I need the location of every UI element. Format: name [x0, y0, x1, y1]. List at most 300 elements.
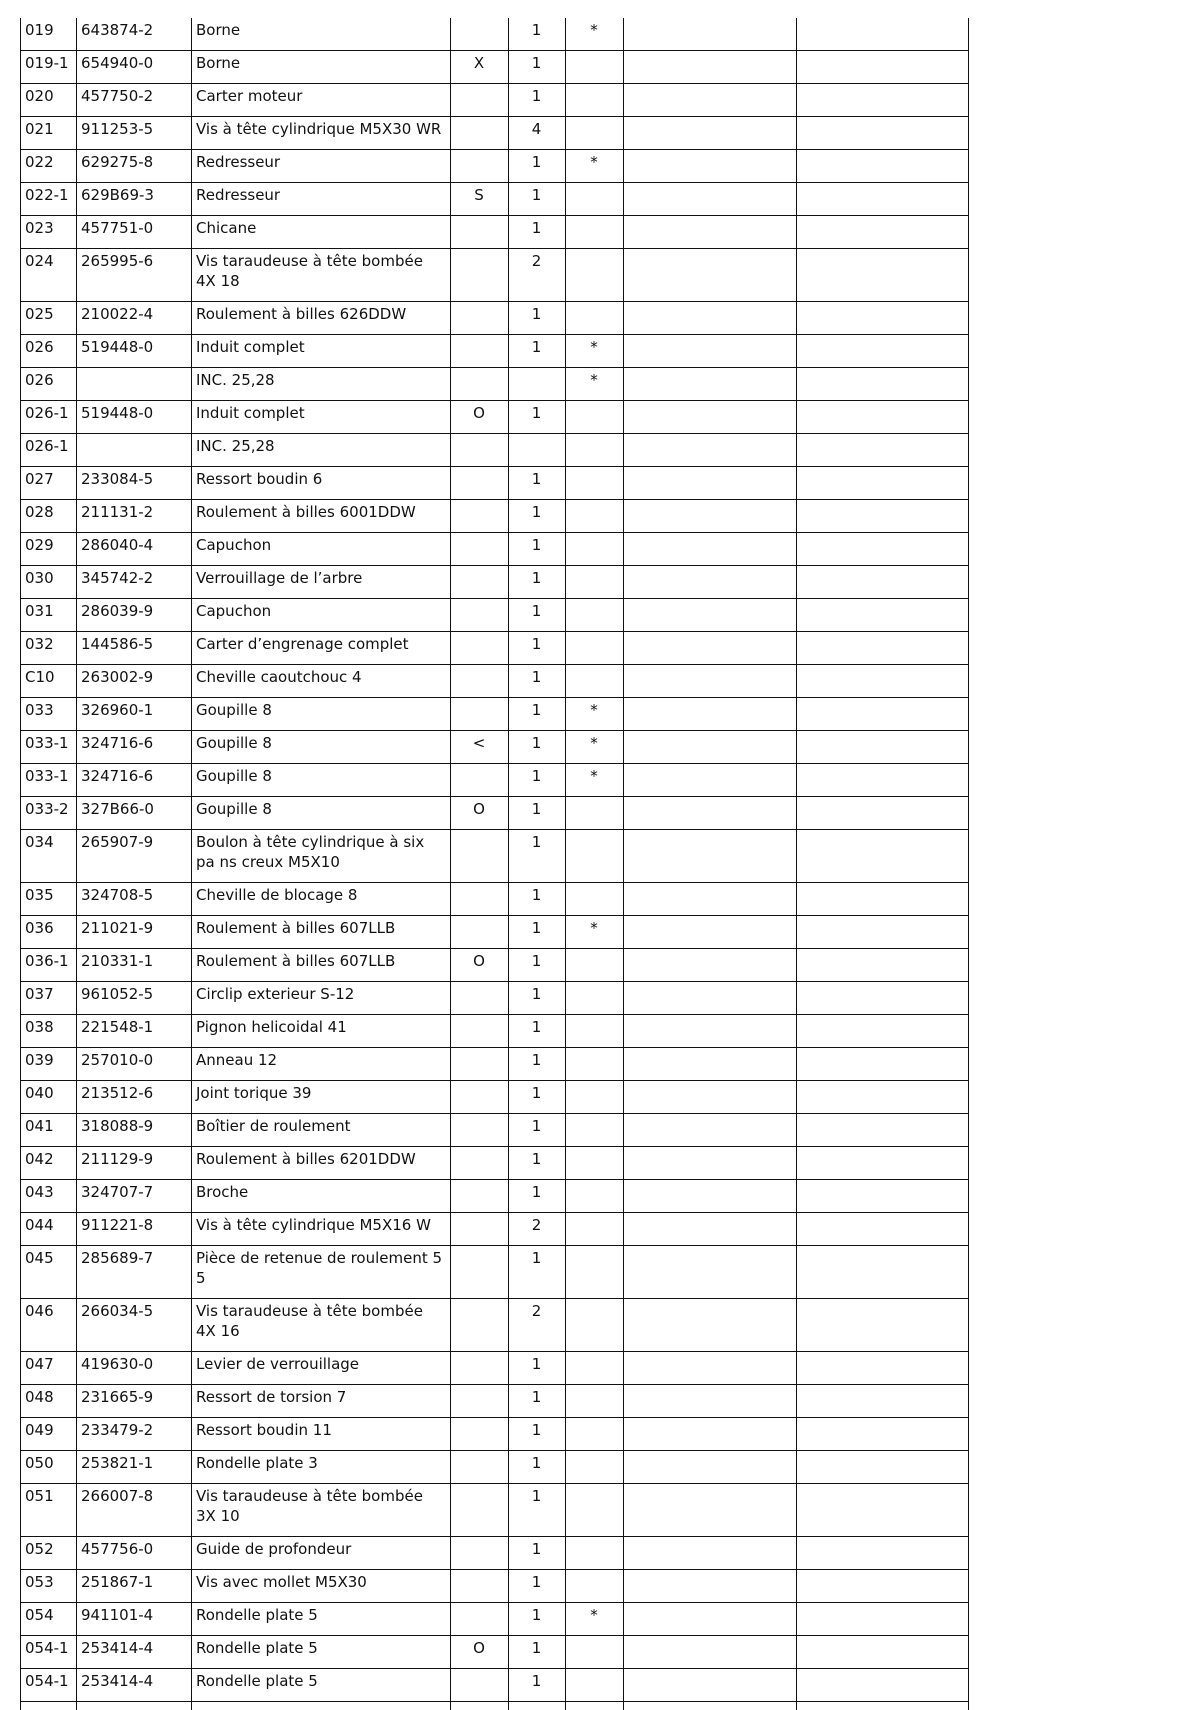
item-number-cell: 023: [21, 216, 77, 249]
quantity-cell: 1: [509, 566, 566, 599]
quantity-cell: 1: [509, 632, 566, 665]
table-row: [21, 434, 969, 467]
empty-column-cell: [797, 183, 969, 216]
part-number-cell: 519448-0: [77, 335, 192, 368]
variant-mark-cell: [451, 599, 509, 632]
variant-mark-cell: O: [451, 401, 509, 434]
variant-mark-cell: [451, 1299, 509, 1352]
item-number-cell: 026-1: [21, 401, 77, 434]
note-marker-cell: *: [566, 335, 624, 368]
table-row: [21, 1015, 969, 1048]
note-marker-cell: *: [566, 916, 624, 949]
variant-mark-cell: [451, 467, 509, 500]
item-number-cell: 054-1: [21, 1636, 77, 1669]
description-cell: INC. 25,28: [192, 368, 451, 401]
table-row: [21, 1484, 969, 1537]
item-number-cell: 042: [21, 1147, 77, 1180]
description-cell: Rondelle plate 5: [192, 1603, 451, 1636]
note-marker-cell: [566, 401, 624, 434]
empty-column-cell: [797, 500, 969, 533]
empty-column-cell: [797, 150, 969, 183]
quantity-cell: 1: [509, 467, 566, 500]
part-number-cell: 324716-6: [77, 764, 192, 797]
quantity-cell: 1: [509, 150, 566, 183]
empty-column-cell: [797, 1081, 969, 1114]
variant-mark-cell: [451, 249, 509, 302]
table-row: [21, 1570, 969, 1603]
table-row: [21, 51, 969, 84]
part-number-cell: 233479-2: [77, 1418, 192, 1451]
item-number-cell: 029: [21, 533, 77, 566]
part-number-cell: 253414-4: [77, 1636, 192, 1669]
variant-mark-cell: [451, 1081, 509, 1114]
note-marker-cell: [566, 1669, 624, 1702]
note-marker-cell: [566, 1246, 624, 1299]
table-row: [21, 84, 969, 117]
quantity-cell: 1: [509, 216, 566, 249]
table-row: [21, 1537, 969, 1570]
part-number-cell: 213512-6: [77, 1081, 192, 1114]
variant-mark-cell: [451, 982, 509, 1015]
description-cell: Goupille 8: [192, 698, 451, 731]
empty-column-cell: [797, 18, 969, 51]
empty-column-cell: [797, 698, 969, 731]
empty-column-cell: [624, 949, 797, 982]
item-number-cell: 022: [21, 150, 77, 183]
table-row: [21, 216, 969, 249]
empty-column-cell: [624, 500, 797, 533]
note-marker-cell: [566, 665, 624, 698]
empty-column-cell: [624, 51, 797, 84]
part-number-cell: 318088-9: [77, 1114, 192, 1147]
variant-mark-cell: [451, 1418, 509, 1451]
part-number-cell: [77, 434, 192, 467]
note-marker-cell: [566, 566, 624, 599]
quantity-cell: 1: [509, 916, 566, 949]
note-marker-cell: [566, 1418, 624, 1451]
empty-column-cell: [624, 1537, 797, 1570]
description-cell: Capuchon: [192, 599, 451, 632]
empty-column-cell: [624, 249, 797, 302]
item-number-cell: 034: [21, 830, 77, 883]
item-number-cell: 047: [21, 1352, 77, 1385]
description-cell: Ressort boudin 11: [192, 1418, 451, 1451]
note-marker-cell: [566, 1147, 624, 1180]
note-marker-cell: [566, 117, 624, 150]
item-number-cell: 028: [21, 500, 77, 533]
note-marker-cell: [566, 1114, 624, 1147]
note-marker-cell: [566, 1570, 624, 1603]
variant-mark-cell: [451, 1352, 509, 1385]
quantity-cell: [509, 434, 566, 467]
note-marker-cell: [566, 1299, 624, 1352]
note-marker-cell: *: [566, 368, 624, 401]
note-marker-cell: [566, 84, 624, 117]
quantity-cell: 1: [509, 665, 566, 698]
item-number-cell: 037: [21, 982, 77, 1015]
variant-mark-cell: [451, 1114, 509, 1147]
empty-column-cell: [624, 566, 797, 599]
variant-mark-cell: [451, 566, 509, 599]
item-number-cell: 027: [21, 467, 77, 500]
empty-column-cell: [797, 1385, 969, 1418]
empty-column-cell: [624, 883, 797, 916]
note-marker-cell: [566, 1048, 624, 1081]
description-cell: Circlip exterieur S-12: [192, 982, 451, 1015]
part-number-cell: 286040-4: [77, 533, 192, 566]
quantity-cell: 1: [509, 183, 566, 216]
part-number-cell: 251867-1: [77, 1570, 192, 1603]
quantity-cell: [509, 368, 566, 401]
part-number-cell: 263002-9: [77, 665, 192, 698]
empty-column-cell: [624, 698, 797, 731]
part-number-cell: 265907-9: [77, 830, 192, 883]
note-marker-cell: [566, 533, 624, 566]
empty-column-cell: [624, 1213, 797, 1246]
note-marker-cell: [566, 1015, 624, 1048]
item-number-cell: 035: [21, 883, 77, 916]
description-cell: Vis à tête cylindrique M5X30 WR: [192, 117, 451, 150]
variant-mark-cell: S: [451, 183, 509, 216]
variant-mark-cell: [451, 830, 509, 883]
part-number-cell: 654940-0: [77, 51, 192, 84]
quantity-cell: 1: [509, 1669, 566, 1702]
item-number-cell: 036: [21, 916, 77, 949]
table-row: [21, 949, 969, 982]
quantity-cell: 1: [509, 302, 566, 335]
note-marker-cell: [566, 249, 624, 302]
note-marker-cell: *: [566, 150, 624, 183]
quantity-cell: 2: [509, 1213, 566, 1246]
part-number-cell: 253821-1: [77, 1451, 192, 1484]
note-marker-cell: *: [566, 731, 624, 764]
empty-column-cell: [624, 183, 797, 216]
empty-column-cell: [624, 1246, 797, 1299]
empty-column-cell: [797, 1537, 969, 1570]
empty-column-cell: [797, 1246, 969, 1299]
empty-column-cell: [566, 1702, 624, 1710]
description-cell: Borne: [192, 51, 451, 84]
variant-mark-cell: [451, 1180, 509, 1213]
empty-column-cell: [797, 434, 969, 467]
description-cell: Verrouillage de l’arbre: [192, 566, 451, 599]
description-cell: Carter moteur: [192, 84, 451, 117]
empty-column-cell: [797, 1636, 969, 1669]
note-marker-cell: [566, 1385, 624, 1418]
empty-column-cell: [624, 84, 797, 117]
description-cell: Roulement à billes 6001DDW: [192, 500, 451, 533]
empty-column-cell: [797, 467, 969, 500]
quantity-cell: 1: [509, 1385, 566, 1418]
table-row: [21, 500, 969, 533]
empty-column-cell: [797, 51, 969, 84]
quantity-cell: 1: [509, 335, 566, 368]
variant-mark-cell: [451, 632, 509, 665]
empty-column-cell: [797, 1114, 969, 1147]
table-row: [21, 1180, 969, 1213]
quantity-cell: 1: [509, 1603, 566, 1636]
empty-column-cell: [21, 1702, 77, 1710]
quantity-cell: 1: [509, 698, 566, 731]
empty-column-cell: [797, 632, 969, 665]
description-cell: Redresseur: [192, 183, 451, 216]
note-marker-cell: [566, 1180, 624, 1213]
empty-column-cell: [797, 335, 969, 368]
table-row: [21, 1299, 969, 1352]
empty-column-cell: [797, 1015, 969, 1048]
empty-column-cell: [624, 1484, 797, 1537]
table-row: [21, 632, 969, 665]
quantity-cell: 1: [509, 830, 566, 883]
part-number-cell: 629275-8: [77, 150, 192, 183]
variant-mark-cell: [451, 368, 509, 401]
item-number-cell: 024: [21, 249, 77, 302]
empty-column-cell: [797, 1451, 969, 1484]
part-number-cell: 210331-1: [77, 949, 192, 982]
item-number-cell: 049: [21, 1418, 77, 1451]
table-row: [21, 150, 969, 183]
empty-column-cell: [624, 302, 797, 335]
item-number-cell: 051: [21, 1484, 77, 1537]
empty-column-cell: [624, 1147, 797, 1180]
table-row: [21, 731, 969, 764]
variant-mark-cell: O: [451, 949, 509, 982]
item-number-cell: 022-1: [21, 183, 77, 216]
table-row: [21, 599, 969, 632]
note-marker-cell: [566, 467, 624, 500]
note-marker-cell: [566, 883, 624, 916]
item-number-cell: 021: [21, 117, 77, 150]
quantity-cell: 1: [509, 883, 566, 916]
variant-mark-cell: [451, 18, 509, 51]
item-number-cell: 026: [21, 335, 77, 368]
parts-list-table: [20, 18, 969, 1710]
item-number-cell: 039: [21, 1048, 77, 1081]
empty-column-cell: [797, 84, 969, 117]
empty-column-cell: [797, 1418, 969, 1451]
part-number-cell: 233084-5: [77, 467, 192, 500]
item-number-cell: 041: [21, 1114, 77, 1147]
item-number-cell: 046: [21, 1299, 77, 1352]
empty-column-cell: [624, 665, 797, 698]
part-number-cell: 231665-9: [77, 1385, 192, 1418]
empty-column-cell: [624, 117, 797, 150]
part-number-cell: 221548-1: [77, 1015, 192, 1048]
empty-column-cell: [624, 216, 797, 249]
empty-column-cell: [797, 249, 969, 302]
part-number-cell: 643874-2: [77, 18, 192, 51]
quantity-cell: 1: [509, 1451, 566, 1484]
description-cell: Broche: [192, 1180, 451, 1213]
part-number-cell: 266007-8: [77, 1484, 192, 1537]
table-row: [21, 533, 969, 566]
table-row: [21, 1418, 969, 1451]
empty-column-cell: [797, 117, 969, 150]
quantity-cell: 1: [509, 1484, 566, 1537]
empty-column-cell: [624, 1048, 797, 1081]
item-number-cell: 033: [21, 698, 77, 731]
empty-column-cell: [624, 401, 797, 434]
table-row: [21, 1246, 969, 1299]
part-number-cell: 324708-5: [77, 883, 192, 916]
description-cell: Vis à tête cylindrique M5X16 W: [192, 1213, 451, 1246]
item-number-cell: 040: [21, 1081, 77, 1114]
note-marker-cell: *: [566, 698, 624, 731]
part-number-cell: 285689-7: [77, 1246, 192, 1299]
item-number-cell: 036-1: [21, 949, 77, 982]
item-number-cell: 019: [21, 18, 77, 51]
empty-column-cell: [624, 632, 797, 665]
item-number-cell: 020: [21, 84, 77, 117]
quantity-cell: 1: [509, 500, 566, 533]
quantity-cell: 1: [509, 1570, 566, 1603]
empty-column-cell: [797, 1570, 969, 1603]
empty-column-cell: [797, 216, 969, 249]
item-number-cell: 053: [21, 1570, 77, 1603]
table-row-partial: [21, 1702, 969, 1710]
quantity-cell: 1: [509, 1537, 566, 1570]
empty-column-cell: [624, 982, 797, 1015]
note-marker-cell: [566, 949, 624, 982]
variant-mark-cell: [451, 1451, 509, 1484]
description-cell: Redresseur: [192, 150, 451, 183]
part-number-cell: 324707-7: [77, 1180, 192, 1213]
item-number-cell: 048: [21, 1385, 77, 1418]
item-number-cell: 054-1: [21, 1669, 77, 1702]
quantity-cell: 1: [509, 401, 566, 434]
item-number-cell: 052: [21, 1537, 77, 1570]
description-cell: Vis taraudeuse à tête bombée 3X 10: [192, 1484, 451, 1537]
table-row: [21, 566, 969, 599]
quantity-cell: 1: [509, 764, 566, 797]
variant-mark-cell: [451, 335, 509, 368]
table-row: [21, 467, 969, 500]
note-marker-cell: *: [566, 18, 624, 51]
empty-column-cell: [624, 1636, 797, 1669]
empty-column-cell: [624, 533, 797, 566]
variant-mark-cell: [451, 764, 509, 797]
item-number-cell: 026-1: [21, 434, 77, 467]
table-row: [21, 401, 969, 434]
quantity-cell: 1: [509, 982, 566, 1015]
empty-column-cell: [624, 1114, 797, 1147]
part-number-cell: 211021-9: [77, 916, 192, 949]
note-marker-cell: [566, 599, 624, 632]
part-number-cell: 345742-2: [77, 566, 192, 599]
quantity-cell: 1: [509, 1015, 566, 1048]
variant-mark-cell: [451, 216, 509, 249]
table-row: [21, 1048, 969, 1081]
description-cell: Roulement à billes 607LLB: [192, 949, 451, 982]
empty-column-cell: [624, 1081, 797, 1114]
quantity-cell: 1: [509, 1180, 566, 1213]
table-row: [21, 883, 969, 916]
variant-mark-cell: [451, 883, 509, 916]
quantity-cell: 1: [509, 84, 566, 117]
part-number-cell: 211131-2: [77, 500, 192, 533]
note-marker-cell: [566, 183, 624, 216]
empty-column-cell: [624, 1702, 797, 1710]
part-number-cell: 629B69-3: [77, 183, 192, 216]
note-marker-cell: [566, 982, 624, 1015]
table-row: [21, 117, 969, 150]
empty-column-cell: [192, 1702, 451, 1710]
quantity-cell: 1: [509, 1246, 566, 1299]
note-marker-cell: *: [566, 1603, 624, 1636]
note-marker-cell: [566, 500, 624, 533]
description-cell: Roulement à billes 626DDW: [192, 302, 451, 335]
description-cell: Roulement à billes 6201DDW: [192, 1147, 451, 1180]
description-cell: Goupille 8: [192, 764, 451, 797]
quantity-cell: 1: [509, 1114, 566, 1147]
description-cell: Goupille 8: [192, 797, 451, 830]
description-cell: Anneau 12: [192, 1048, 451, 1081]
quantity-cell: 1: [509, 1048, 566, 1081]
note-marker-cell: [566, 1537, 624, 1570]
quantity-cell: 1: [509, 1081, 566, 1114]
empty-column-cell: [624, 150, 797, 183]
item-number-cell: 045: [21, 1246, 77, 1299]
empty-column-cell: [797, 949, 969, 982]
empty-column-cell: [624, 830, 797, 883]
part-number-cell: 457751-0: [77, 216, 192, 249]
variant-mark-cell: [451, 1484, 509, 1537]
part-number-cell: 286039-9: [77, 599, 192, 632]
variant-mark-cell: [451, 1537, 509, 1570]
quantity-cell: 1: [509, 51, 566, 84]
table-row: [21, 830, 969, 883]
description-cell: Goupille 8: [192, 731, 451, 764]
quantity-cell: 1: [509, 1352, 566, 1385]
variant-mark-cell: X: [451, 51, 509, 84]
empty-column-cell: [797, 599, 969, 632]
quantity-cell: 1: [509, 533, 566, 566]
note-marker-cell: [566, 632, 624, 665]
part-number-cell: 257010-0: [77, 1048, 192, 1081]
variant-mark-cell: [451, 1213, 509, 1246]
empty-column-cell: [624, 368, 797, 401]
description-cell: Roulement à billes 607LLB: [192, 916, 451, 949]
description-cell: Pignon helicoidal 41: [192, 1015, 451, 1048]
part-number-cell: 941101-4: [77, 1603, 192, 1636]
empty-column-cell: [797, 883, 969, 916]
empty-column-cell: [624, 764, 797, 797]
part-number-cell: 253414-4: [77, 1669, 192, 1702]
quantity-cell: 2: [509, 1299, 566, 1352]
parts-list-body: [21, 18, 969, 1710]
description-cell: Vis taraudeuse à tête bombée 4X 18: [192, 249, 451, 302]
note-marker-cell: [566, 434, 624, 467]
description-cell: Ressort de torsion 7: [192, 1385, 451, 1418]
part-number-cell: 210022-4: [77, 302, 192, 335]
variant-mark-cell: [451, 1015, 509, 1048]
empty-column-cell: [797, 1048, 969, 1081]
quantity-cell: 1: [509, 599, 566, 632]
item-number-cell: 031: [21, 599, 77, 632]
description-cell: Capuchon: [192, 533, 451, 566]
empty-column-cell: [797, 1147, 969, 1180]
empty-column-cell: [797, 368, 969, 401]
note-marker-cell: [566, 1636, 624, 1669]
empty-column-cell: [797, 982, 969, 1015]
part-number-cell: [77, 368, 192, 401]
empty-column-cell: [509, 1702, 566, 1710]
variant-mark-cell: O: [451, 1636, 509, 1669]
variant-mark-cell: [451, 1147, 509, 1180]
empty-column-cell: [624, 1015, 797, 1048]
part-number-cell: 327B66-0: [77, 797, 192, 830]
table-row: [21, 302, 969, 335]
